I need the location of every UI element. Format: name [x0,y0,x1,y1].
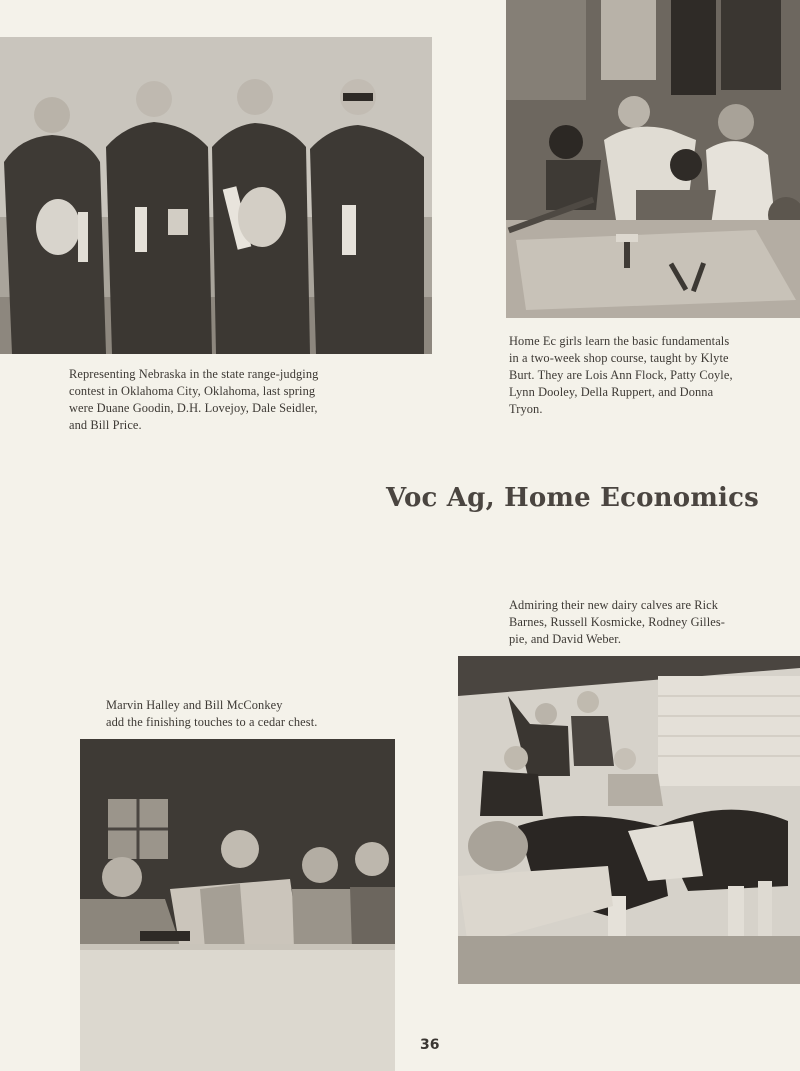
dairy-calves-photo-image [458,656,800,984]
caption-line: Representing Nebraska in the state range-judging [69,367,319,381]
photo-home-ec-shop [506,0,800,318]
caption-line: in a two-week shop course, taught by Klyte [509,351,729,365]
caption-line: contest in Oklahoma City, Oklahoma, last spring [69,384,316,398]
caption-range-judging [69,366,318,434]
range-judging-photo-image [0,37,432,354]
caption-home-ec-shop [509,333,733,418]
caption-line: Tryon. [509,402,543,416]
page-number: 36 [420,1037,440,1053]
caption-line: Admiring their new dairy calves are Rick [509,598,719,612]
home-ec-shop-photo-image [506,0,800,318]
caption-line: were Duane Goodin, D.H. Lovejoy, Dale Seidler, [69,401,318,415]
caption-line: pie, and David Weber. [509,632,622,646]
cedar-chest-photo-image [80,739,395,1071]
page-title: Voc Ag, Home Economics [386,483,759,513]
caption-line: Burt. They are Lois Ann Flock, Patty Coyle, [509,368,733,382]
caption-line: and Bill Price. [69,418,142,432]
photo-dairy-calves [458,656,800,984]
caption-line: add the finishing touches to a cedar chest. [106,715,318,729]
photo-range-judging-team [0,37,432,354]
caption-line: Barnes, Russell Kosmicke, Rodney Gilles- [509,615,725,629]
caption-dairy-calves [509,597,725,648]
photo-cedar-chest [80,739,395,1071]
caption-line: Marvin Halley and Bill McConkey [106,698,283,712]
caption-cedar-chest [106,697,317,731]
caption-line: Home Ec girls learn the basic fundamentals [509,334,730,348]
caption-line: Lynn Dooley, Della Ruppert, and Donna [509,385,714,399]
